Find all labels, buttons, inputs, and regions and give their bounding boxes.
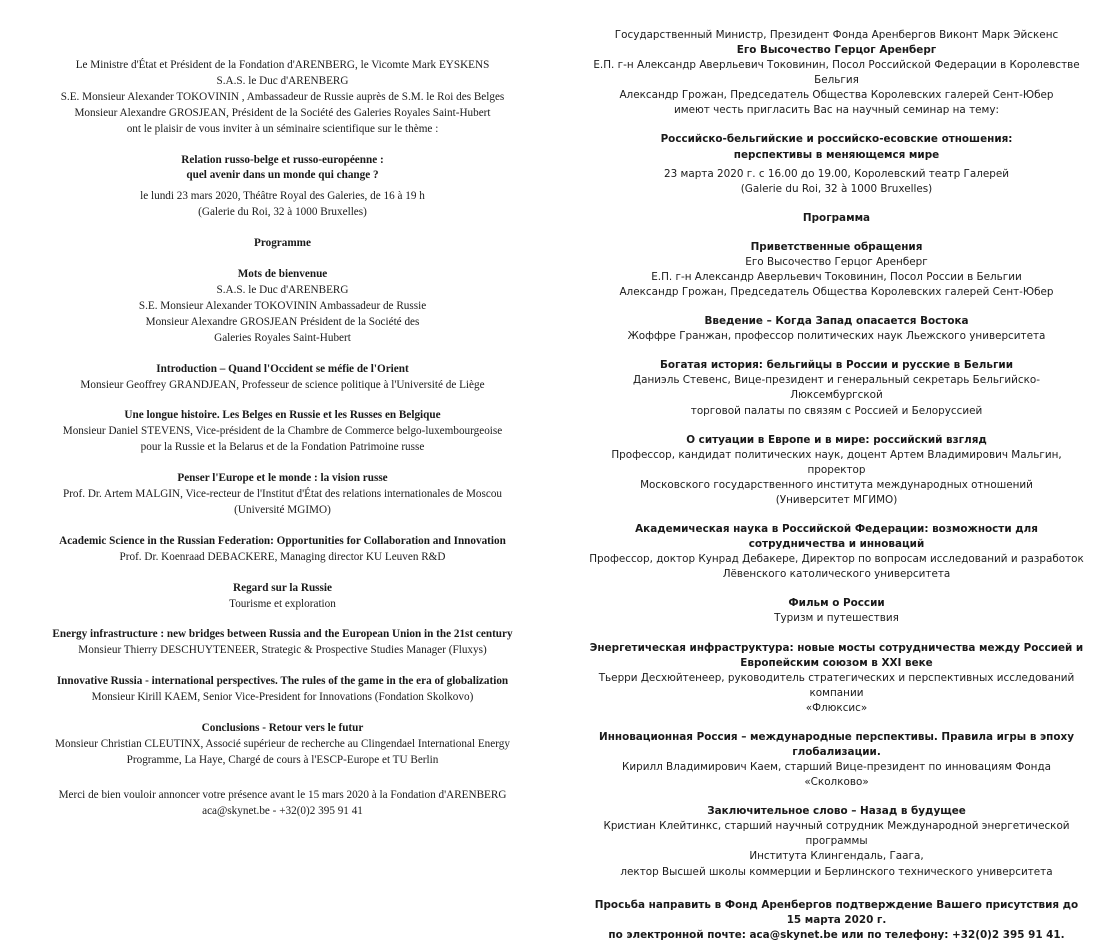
french-item-body-line: Programme, La Haye, Chargé de cours à l'ESCP-Europe et TU Berlin <box>126 753 439 766</box>
spacer <box>36 221 529 236</box>
russian-item-body-line: торговой палаты по связям с Россией и Белоруссией <box>690 404 983 417</box>
russian-programme-heading: Программа <box>802 211 871 224</box>
spacer <box>589 226 1084 240</box>
spacer <box>589 197 1084 211</box>
french-programme-item <box>36 581 529 613</box>
spacer <box>589 716 1084 730</box>
french-date-line: le lundi 23 mars 2020, Théâtre Royal des Galeries, de 16 à 19 h <box>140 190 425 203</box>
spacer <box>589 627 1084 641</box>
russian-rsvp-line: Просьба направить в Фонд Аренбергов подтверждение Вашего присутствия до 15 марта 2020 г. <box>594 898 1079 926</box>
russian-item-title: Фильм о России <box>788 597 885 610</box>
french-item-body-line: Tourisme et exploration <box>229 597 336 610</box>
french-item-body-line: Monsieur Daniel STEVENS, Vice-président de la Chambre de Commerce belgo-luxembourgeoise <box>62 425 503 438</box>
french-item-title: Academic Science in the Russian Federation: Opportunities for Collaboration and Innovation <box>59 534 506 547</box>
spacer <box>36 566 529 581</box>
french-item-title: Introduction – Quand l'Occident se méfie de l'Orient <box>156 362 409 375</box>
russian-title-block <box>589 132 1084 162</box>
spacer <box>589 508 1084 522</box>
russian-welcome-line-2: Е.П. г-н Александр Аверльевич Токовинин, Посол России в Бельгии <box>651 271 1022 284</box>
russian-item-body-line: лектор Высшей школы коммерции и Берлинского технического университета <box>620 865 1053 878</box>
spacer <box>36 769 529 788</box>
spacer <box>36 706 529 721</box>
french-header-line-1: Le Ministre d'État et Président de la Fondation d'ARENBERG, le Vicomte Mark EYSKENS <box>75 59 490 71</box>
russian-item-title: Богатая история: бельгийцы в России и русские в Бельгии <box>660 359 1013 372</box>
french-item-title: Conclusions - Retour vers le futur <box>201 722 364 735</box>
french-welcome-line-2: S.E. Monsieur Alexander TOKOVININ Ambassadeur de Russie <box>138 299 427 312</box>
french-title-block <box>36 153 529 185</box>
russian-welcome-heading: Приветственные обращения <box>750 240 923 253</box>
russian-item-body-line: Профессор, кандидат политических наук, доцент Артем Владимирович Мальгин, проректор <box>611 448 1062 476</box>
french-welcome-line-3: Monsieur Alexandre GROSJEAN Président de la Société des <box>145 315 420 328</box>
russian-item-body-line: (Университет МГИМО) <box>775 493 898 506</box>
russian-item-body-line: Московского государственного института международных отношений <box>640 478 1033 491</box>
french-programme-item <box>36 471 529 519</box>
spacer <box>589 582 1084 596</box>
french-welcome-line-4: Galeries Royales Saint-Hubert <box>214 331 351 344</box>
french-header-line-3: S.E. Monsieur Alexander TOKOVININ , Ambassadeur de Russie auprès de S.M. le Roi des Belges <box>60 90 505 103</box>
french-item-title: Une longue histoire. Les Belges en Russie et les Russes en Belgique <box>124 409 441 422</box>
russian-item-body-line: Даниэль Стевенс, Вице-президент и генеральный секретарь Бельгийско-Люксембургской <box>632 374 1041 402</box>
russian-item-body-line: «Флюксис» <box>805 701 868 714</box>
russian-contact-line[interactable]: по электронной почте: aca@skynet.be или по телефону: +32(0)2 395 91 41. <box>608 928 1065 941</box>
russian-header-line-4: Александр Грожан, Председатель Общества Королевских галерей Сент-Юбер <box>619 89 1054 102</box>
french-header-line-2: S.A.S. le Duc d'ARENBERG <box>216 74 349 87</box>
french-item-title: Regard sur la Russie <box>233 581 332 594</box>
french-programme-item <box>36 534 529 566</box>
spacer <box>589 880 1084 898</box>
russian-item-body-line: Жоффре Гранжан, профессор политических наук Льежского университета <box>627 330 1046 343</box>
russian-programme-item <box>589 314 1084 344</box>
russian-venue-line: (Galerie du Roi, 32 à 1000 Bruxelles) <box>740 182 933 195</box>
russian-column <box>559 0 1118 941</box>
french-item-body-line: Prof. Dr. Artem MALGIN, Vice-recteur de l'Institut d'État des relations internationales de Moscou <box>62 488 503 501</box>
french-item-body-line: pour la Russie et la Belarus et de la Fondation Patrimoine russe <box>140 441 425 454</box>
french-venue-line: (Galerie du Roi, 32 à 1000 Bruxelles) <box>198 206 367 219</box>
russian-header-line-5: имеют честь пригласить Вас на научный семинар на тему: <box>674 104 999 117</box>
french-welcome-line-1: S.A.S. le Duc d'ARENBERG <box>216 283 349 296</box>
russian-item-body-line: Кирилл Владимирович Каем, старший Вице-президент по инновациям Фонда «Сколково» <box>621 761 1051 789</box>
french-column <box>0 0 559 817</box>
spacer <box>36 612 529 627</box>
russian-programme-item <box>589 358 1084 418</box>
spacer <box>36 659 529 674</box>
spacer <box>36 393 529 408</box>
russian-item-body-line: Профессор, доктор Кунрад Дебакере, Директор по вопросам исследований и разработок <box>589 553 1084 566</box>
french-rsvp-line: Merci de bien vouloir annoncer votre présence avant le 15 mars 2020 à la Fondation d'ARENBERG <box>58 788 507 801</box>
russian-item-body-line: Тьерри Десхюйтенеер, руководитель стратегических и перспективных исследований компании <box>598 671 1075 699</box>
spacer <box>36 519 529 534</box>
russian-seminar-title-line-1: Российско-бельгийские и российско-есовские отношения: <box>660 133 1013 146</box>
spacer <box>589 300 1084 314</box>
russian-programme-item <box>589 596 1084 626</box>
french-contact-line[interactable]: aca@skynet.be - +32(0)2 395 91 41 <box>202 804 363 817</box>
french-seminar-title-line-2: quel avenir dans un monde qui change ? <box>186 169 379 182</box>
french-seminar-title-line-1: Relation russo-belge et russo-européenne : <box>181 153 384 166</box>
french-item-body-line: Prof. Dr. Koenraad DEBACKERE, Managing director KU Leuven R&D <box>119 550 446 563</box>
french-item-title: Penser l'Europe et le monde : la vision russe <box>177 472 388 485</box>
french-item-body-line: Monsieur Geoffrey GRANDJEAN, Professeur de science politique à l'Université de Liège <box>80 378 485 391</box>
french-item-body-line: (Université MGIMO) <box>234 503 331 516</box>
russian-programme-item <box>589 641 1084 716</box>
french-programme-heading: Programme <box>254 237 311 250</box>
russian-item-body-line: Туризм и путешествия <box>774 612 899 625</box>
spacer <box>36 138 529 153</box>
french-programme-item <box>36 362 529 394</box>
french-item-body-line: Monsieur Christian CLEUTINX, Associé supérieur de recherche au Clingendael International Energy <box>55 738 510 750</box>
french-programme-item <box>36 627 529 659</box>
russian-programme-item <box>589 804 1084 879</box>
french-welcome-heading: Mots de bienvenue <box>237 268 328 281</box>
russian-item-body-line: Лёвенского католического университета <box>722 568 951 581</box>
french-programme-item <box>36 721 529 769</box>
russian-seminar-title-line-2: перспективы в меняющемся мире <box>733 148 940 161</box>
spacer <box>589 419 1084 433</box>
spacer <box>36 347 529 362</box>
french-programme-item <box>36 674 529 706</box>
russian-item-body-line: Кристиан Клейтинкс, старший научный сотрудник Международной энергетической программы <box>603 820 1070 848</box>
russian-item-title: Энергетическая инфраструктура: новые мосты сотрудничества между Россией и Европейским союзом в XXI веке <box>589 641 1084 669</box>
spacer <box>36 252 529 267</box>
russian-item-title: Заключительное слово – Назад в будущее <box>707 805 966 818</box>
russian-item-body-line: Института Клингендаль, Гаага, <box>749 850 924 863</box>
french-item-title: Innovative Russia - international perspectives. The rules of the game in the era of globalization <box>56 675 509 688</box>
russian-programme-item <box>589 433 1084 508</box>
french-programme-item <box>36 408 529 456</box>
french-header-block <box>36 58 529 138</box>
russian-welcome-line-1: Его Высочество Герцог Аренберг <box>745 255 928 268</box>
french-item-body-line: Monsieur Thierry DESCHUYTENEER, Strategic & Prospective Studies Manager (Fluxys) <box>78 644 487 657</box>
russian-item-title: Введение – Когда Запад опасается Востока <box>704 315 969 328</box>
russian-welcome-line-3: Александр Грожан, Председатель Общества Королевских галерей Сент-Юбер <box>619 286 1054 299</box>
russian-header-line-1: Государственный Министр, Президент Фонда Аренбергов Виконт Марк Эйскенс <box>614 29 1059 41</box>
french-header-line-4: Monsieur Alexandre GROSJEAN, Président de la Société des Galeries Royales Saint-Hubert <box>74 106 491 119</box>
spacer <box>589 790 1084 804</box>
spacer <box>36 456 529 471</box>
spacer <box>589 118 1084 132</box>
french-item-body-line: Monsieur Kirill KAEM, Senior Vice-President for Innovations (Fondation Skolkovo) <box>91 691 474 704</box>
russian-programme-item <box>589 522 1084 582</box>
russian-item-title: Инновационная Россия – международные перспективы. Правила игры в эпоху глобализации. <box>599 730 1074 758</box>
french-item-title: Energy infrastructure : new bridges between Russia and the European Union in the 21st century <box>52 628 513 641</box>
french-header-line-5: ont le plaisir de vous inviter à un séminaire scientifique sur le thème : <box>126 122 439 135</box>
russian-item-title: Академическая наука в Российской Федерации: возможности для сотрудничества и инноваций <box>635 523 1038 551</box>
russian-header-block <box>589 28 1084 118</box>
russian-header-line-2: Его Высочество Герцог Аренберг <box>736 44 937 57</box>
spacer <box>589 344 1084 358</box>
russian-header-line-3: Е.П. г-н Александр Аверльевич Токовинин, Посол Российской Федерации в Королевстве Бельгия <box>593 59 1080 87</box>
russian-item-title: О ситуации в Европе и в мире: российский взгляд <box>686 433 987 446</box>
russian-programme-item <box>589 730 1084 790</box>
russian-date-line: 23 марта 2020 г. с 16.00 до 19.00, Королевский театр Галерей <box>663 167 1009 180</box>
